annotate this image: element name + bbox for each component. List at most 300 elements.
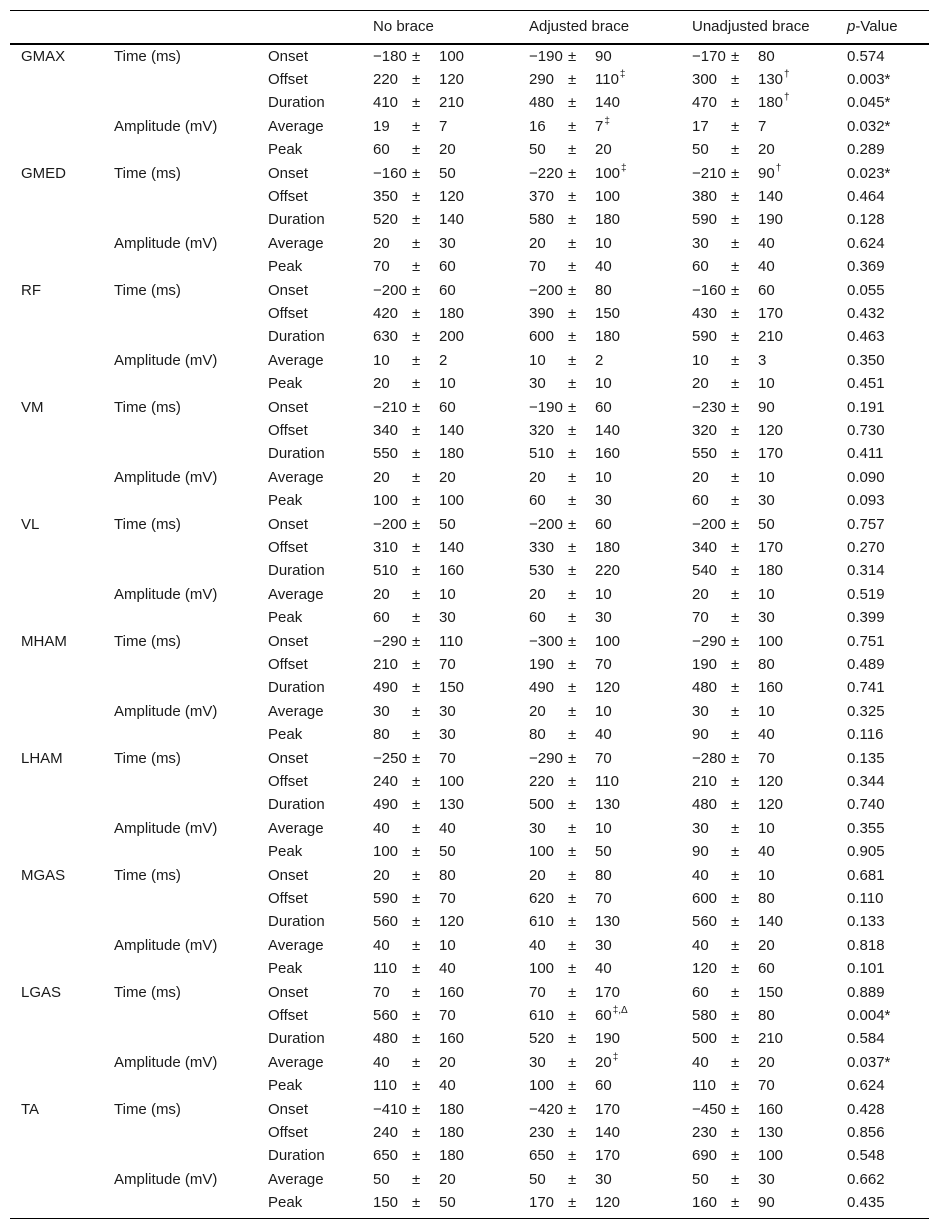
adjusted-brace-significance-mark: ‡ bbox=[604, 116, 610, 127]
measure-label: Onset bbox=[268, 165, 309, 182]
table-row bbox=[0, 1191, 939, 1214]
measure-label: Onset bbox=[268, 984, 309, 1001]
adjusted-brace-pm-sign: ± bbox=[568, 48, 577, 65]
adjusted-brace-pm-sign: ± bbox=[568, 305, 577, 322]
measure-label: Duration bbox=[268, 328, 325, 345]
no-brace-sd-value: 50 bbox=[439, 165, 456, 182]
unadjusted-brace-pm-sign: ± bbox=[731, 984, 740, 1001]
unadjusted-brace-pm-sign: ± bbox=[731, 165, 740, 182]
unadjusted-brace-pm-sign: ± bbox=[731, 726, 740, 743]
p-value: 0.411 bbox=[847, 445, 884, 462]
unadjusted-brace-sd-value: 170 bbox=[758, 445, 784, 462]
unadjusted-brace-sd bbox=[758, 91, 790, 114]
muscle-label: LHAM bbox=[21, 750, 63, 767]
no-brace-mean: 340 bbox=[373, 422, 399, 439]
no-brace-sd bbox=[439, 583, 456, 606]
unadjusted-brace-sd bbox=[758, 419, 783, 442]
no-brace-mean: 20 bbox=[373, 375, 390, 392]
unadjusted-brace-sd bbox=[758, 162, 781, 185]
p-value: 0.399 bbox=[847, 609, 885, 626]
no-brace-pm-sign: ± bbox=[412, 282, 421, 299]
no-brace-sd-value: 30 bbox=[439, 703, 456, 720]
no-brace-pm-sign: ± bbox=[412, 1171, 421, 1188]
adjusted-brace-sd-value: 30 bbox=[595, 937, 612, 954]
unadjusted-brace-mean: 500 bbox=[692, 1030, 718, 1047]
no-brace-mean: 240 bbox=[373, 773, 399, 790]
unadjusted-brace-sd bbox=[758, 232, 775, 255]
measure-label: Offset bbox=[268, 890, 308, 907]
adjusted-brace-mean: 16 bbox=[529, 118, 546, 135]
adjusted-brace-pm-sign: ± bbox=[568, 375, 577, 392]
unadjusted-brace-sd bbox=[758, 653, 775, 676]
no-brace-mean: 310 bbox=[373, 539, 399, 556]
table-row bbox=[0, 793, 939, 816]
adjusted-brace-sd-value: 60 bbox=[595, 516, 612, 533]
measure-label: Duration bbox=[268, 796, 325, 813]
p-value: 0.350 bbox=[847, 352, 885, 369]
adjusted-brace-significance-mark: ‡ bbox=[612, 1052, 619, 1063]
p-value: 0.574 bbox=[847, 48, 885, 65]
adjusted-brace-sd bbox=[595, 1121, 620, 1144]
no-brace-mean: 350 bbox=[373, 188, 399, 205]
no-brace-sd bbox=[439, 700, 456, 723]
no-brace-mean: −250 bbox=[373, 750, 407, 767]
unadjusted-brace-pm-sign: ± bbox=[731, 796, 740, 813]
unadjusted-brace-sd-value: 140 bbox=[758, 913, 784, 930]
p-value: 0.116 bbox=[847, 726, 884, 743]
unadjusted-brace-mean: 17 bbox=[692, 118, 709, 135]
unadjusted-brace-sd-value: 50 bbox=[758, 516, 775, 533]
muscle-label: TA bbox=[21, 1101, 40, 1118]
adjusted-brace-pm-sign: ± bbox=[568, 937, 577, 954]
adjusted-brace-mean: 40 bbox=[529, 937, 546, 954]
table-row bbox=[0, 255, 939, 278]
p-value: 0.751 bbox=[847, 633, 885, 650]
adjusted-brace-sd-value: 10 bbox=[595, 235, 612, 252]
adjusted-brace-sd-value: 130 bbox=[595, 913, 621, 930]
adjusted-brace-pm-sign: ± bbox=[568, 282, 577, 299]
p-value: 0.519 bbox=[847, 586, 885, 603]
adjusted-brace-pm-sign: ± bbox=[568, 726, 577, 743]
measure-label: Duration bbox=[268, 1147, 325, 1164]
adjusted-brace-sd-value: 170 bbox=[595, 1147, 621, 1164]
unadjusted-brace-mean: 230 bbox=[692, 1124, 718, 1141]
category-label: Amplitude (mV) bbox=[114, 118, 218, 135]
unadjusted-brace-pm-sign: ± bbox=[731, 94, 740, 111]
unadjusted-brace-mean: 480 bbox=[692, 679, 718, 696]
p-value: 0.662 bbox=[847, 1171, 885, 1188]
unadjusted-brace-sd bbox=[758, 255, 775, 278]
adjusted-brace-mean: 650 bbox=[529, 1147, 555, 1164]
no-brace-sd-value: 30 bbox=[439, 726, 456, 743]
p-value: 0.344 bbox=[847, 773, 885, 790]
no-brace-mean: 60 bbox=[373, 609, 390, 626]
measure-label: Duration bbox=[268, 94, 325, 111]
adjusted-brace-sd-value: 100 bbox=[595, 165, 621, 182]
unadjusted-brace-pm-sign: ± bbox=[731, 328, 740, 345]
unadjusted-brace-mean: 690 bbox=[692, 1147, 718, 1164]
unadjusted-brace-sd-value: 120 bbox=[758, 773, 784, 790]
unadjusted-brace-mean: 190 bbox=[692, 656, 718, 673]
adjusted-brace-pm-sign: ± bbox=[568, 422, 577, 439]
no-brace-sd bbox=[439, 723, 456, 746]
no-brace-pm-sign: ± bbox=[412, 445, 421, 462]
no-brace-sd bbox=[439, 817, 456, 840]
unadjusted-brace-pm-sign: ± bbox=[731, 258, 740, 275]
measure-label: Peak bbox=[268, 492, 303, 509]
unadjusted-brace-pm-sign: ± bbox=[731, 773, 740, 790]
no-brace-pm-sign: ± bbox=[412, 94, 421, 111]
adjusted-brace-sd bbox=[595, 957, 612, 980]
measure-label: Average bbox=[268, 820, 324, 837]
measure-label: Offset bbox=[268, 305, 308, 322]
unadjusted-brace-sd bbox=[758, 1074, 775, 1097]
no-brace-mean: 10 bbox=[373, 352, 390, 369]
measure-label: Offset bbox=[268, 71, 308, 88]
unadjusted-brace-sd bbox=[758, 770, 783, 793]
measure-label: Duration bbox=[268, 445, 325, 462]
measure-label: Peak bbox=[268, 1194, 303, 1211]
table-row bbox=[0, 372, 939, 395]
unadjusted-brace-sd bbox=[758, 1098, 783, 1121]
no-brace-pm-sign: ± bbox=[412, 235, 421, 252]
adjusted-brace-mean: 530 bbox=[529, 562, 555, 579]
adjusted-brace-sd bbox=[595, 419, 620, 442]
adjusted-brace-mean: −200 bbox=[529, 516, 563, 533]
unadjusted-brace-mean: −290 bbox=[692, 633, 726, 650]
no-brace-sd-value: 180 bbox=[439, 1101, 465, 1118]
p-value: 0.090 bbox=[847, 469, 885, 486]
p-value: 0.128 bbox=[847, 211, 885, 228]
adjusted-brace-significance-mark: ‡ bbox=[619, 69, 626, 80]
no-brace-mean: −200 bbox=[373, 516, 407, 533]
no-brace-sd-value: 2 bbox=[439, 352, 448, 369]
no-brace-sd-value: 140 bbox=[439, 211, 465, 228]
unadjusted-brace-sd-value: 190 bbox=[758, 211, 784, 228]
no-brace-sd bbox=[439, 1121, 464, 1144]
adjusted-brace-pm-sign: ± bbox=[568, 1124, 577, 1141]
unadjusted-brace-pm-sign: ± bbox=[731, 305, 740, 322]
unadjusted-brace-sd-value: 180 bbox=[758, 94, 784, 111]
adjusted-brace-pm-sign: ± bbox=[568, 820, 577, 837]
no-brace-pm-sign: ± bbox=[412, 796, 421, 813]
adjusted-brace-sd-value: 100 bbox=[595, 633, 621, 650]
table-row bbox=[0, 723, 939, 746]
adjusted-brace-mean: 30 bbox=[529, 375, 546, 392]
adjusted-brace-mean: 600 bbox=[529, 328, 555, 345]
unadjusted-brace-mean: 550 bbox=[692, 445, 718, 462]
measure-label: Average bbox=[268, 937, 324, 954]
no-brace-pm-sign: ± bbox=[412, 984, 421, 1001]
adjusted-brace-sd-value: 220 bbox=[595, 562, 621, 579]
no-brace-sd bbox=[439, 653, 456, 676]
no-brace-pm-sign: ± bbox=[412, 118, 421, 135]
table-row bbox=[0, 981, 939, 1004]
table-row bbox=[0, 1004, 939, 1027]
measure-label: Peak bbox=[268, 843, 303, 860]
no-brace-mean: 20 bbox=[373, 867, 390, 884]
adjusted-brace-sd-value: 30 bbox=[595, 1171, 612, 1188]
adjusted-brace-sd bbox=[595, 1051, 618, 1074]
unadjusted-brace-sd bbox=[758, 981, 783, 1004]
adjusted-brace-pm-sign: ± bbox=[568, 773, 577, 790]
measure-label: Duration bbox=[268, 562, 325, 579]
no-brace-sd bbox=[439, 115, 447, 138]
unadjusted-brace-sd-value: 100 bbox=[758, 633, 784, 650]
no-brace-sd-value: 40 bbox=[439, 1077, 456, 1094]
unadjusted-brace-pm-sign: ± bbox=[731, 820, 740, 837]
unadjusted-brace-pm-sign: ± bbox=[731, 750, 740, 767]
unadjusted-brace-pm-sign: ± bbox=[731, 960, 740, 977]
table-row bbox=[0, 1027, 939, 1050]
table-row bbox=[0, 957, 939, 980]
p-value: 0.093 bbox=[847, 492, 885, 509]
unadjusted-brace-sd bbox=[758, 138, 775, 161]
adjusted-brace-sd bbox=[595, 115, 610, 138]
adjusted-brace-sd bbox=[595, 489, 612, 512]
unadjusted-brace-significance-mark: † bbox=[775, 163, 782, 174]
no-brace-sd bbox=[439, 793, 464, 816]
no-brace-mean: 510 bbox=[373, 562, 399, 579]
unadjusted-brace-sd-value: 120 bbox=[758, 422, 784, 439]
no-brace-pm-sign: ± bbox=[412, 165, 421, 182]
measure-label: Offset bbox=[268, 539, 308, 556]
adjusted-brace-pm-sign: ± bbox=[568, 94, 577, 111]
measure-label: Offset bbox=[268, 188, 308, 205]
no-brace-sd bbox=[439, 442, 464, 465]
adjusted-brace-mean: 390 bbox=[529, 305, 555, 322]
adjusted-brace-sd bbox=[595, 138, 612, 161]
table-row bbox=[0, 115, 939, 138]
unadjusted-brace-sd-value: 3 bbox=[758, 352, 767, 369]
measure-label: Peak bbox=[268, 960, 303, 977]
no-brace-sd-value: 70 bbox=[439, 750, 456, 767]
unadjusted-brace-mean: 340 bbox=[692, 539, 718, 556]
adjusted-brace-sd bbox=[595, 325, 620, 348]
adjusted-brace-sd bbox=[595, 91, 620, 114]
p-value: 0.432 bbox=[847, 305, 885, 322]
unadjusted-brace-mean: 590 bbox=[692, 328, 718, 345]
adjusted-brace-sd bbox=[595, 1004, 628, 1027]
table-row bbox=[0, 1098, 939, 1121]
no-brace-sd bbox=[439, 559, 464, 582]
adjusted-brace-mean: 60 bbox=[529, 609, 546, 626]
no-brace-sd-value: 100 bbox=[439, 492, 465, 509]
table-row bbox=[0, 513, 939, 536]
adjusted-brace-pm-sign: ± bbox=[568, 609, 577, 626]
no-brace-sd bbox=[439, 1098, 464, 1121]
adjusted-brace-sd-value: 140 bbox=[595, 422, 621, 439]
measure-label: Onset bbox=[268, 633, 309, 650]
no-brace-mean: 650 bbox=[373, 1147, 399, 1164]
adjusted-brace-sd bbox=[595, 162, 627, 185]
category-label: Time (ms) bbox=[114, 516, 181, 533]
header-p-value bbox=[847, 10, 898, 44]
no-brace-sd-value: 50 bbox=[439, 1194, 456, 1211]
muscle-label: RF bbox=[21, 282, 41, 299]
p-value: 0.818 bbox=[847, 937, 885, 954]
unadjusted-brace-sd-value: 210 bbox=[758, 328, 784, 345]
no-brace-pm-sign: ± bbox=[412, 609, 421, 626]
no-brace-sd bbox=[439, 232, 456, 255]
no-brace-sd bbox=[439, 981, 464, 1004]
no-brace-sd bbox=[439, 68, 464, 91]
no-brace-sd bbox=[439, 372, 456, 395]
adjusted-brace-pm-sign: ± bbox=[568, 328, 577, 345]
no-brace-mean: 560 bbox=[373, 1007, 399, 1024]
adjusted-brace-sd bbox=[595, 513, 612, 536]
unadjusted-brace-mean: 60 bbox=[692, 984, 709, 1001]
p-value: 0.101 bbox=[847, 960, 885, 977]
unadjusted-brace-sd-value: 10 bbox=[758, 586, 775, 603]
unadjusted-brace-sd bbox=[758, 1027, 783, 1050]
measure-label: Average bbox=[268, 352, 324, 369]
no-brace-sd-value: 120 bbox=[439, 71, 465, 88]
adjusted-brace-significance-mark: ‡,Δ bbox=[612, 1005, 628, 1016]
p-value: 0.741 bbox=[847, 679, 885, 696]
measure-label: Peak bbox=[268, 258, 303, 275]
category-label: Amplitude (mV) bbox=[114, 352, 218, 369]
adjusted-brace-pm-sign: ± bbox=[568, 399, 577, 416]
adjusted-brace-mean: 500 bbox=[529, 796, 555, 813]
no-brace-sd-value: 60 bbox=[439, 282, 456, 299]
adjusted-brace-sd bbox=[595, 1168, 612, 1191]
unadjusted-brace-sd bbox=[758, 45, 775, 68]
table-row bbox=[0, 302, 939, 325]
measure-label: Peak bbox=[268, 726, 303, 743]
unadjusted-brace-mean: −450 bbox=[692, 1101, 726, 1118]
unadjusted-brace-sd-value: 210 bbox=[758, 1030, 784, 1047]
adjusted-brace-sd-value: 170 bbox=[595, 984, 621, 1001]
no-brace-mean: −210 bbox=[373, 399, 407, 416]
unadjusted-brace-sd-value: 170 bbox=[758, 539, 784, 556]
no-brace-pm-sign: ± bbox=[412, 422, 421, 439]
adjusted-brace-mean: 20 bbox=[529, 867, 546, 884]
no-brace-pm-sign: ± bbox=[412, 1124, 421, 1141]
unadjusted-brace-pm-sign: ± bbox=[731, 399, 740, 416]
p-value: 0.055 bbox=[847, 282, 885, 299]
table-row bbox=[0, 910, 939, 933]
header-unadjusted-brace: Unadjusted brace bbox=[692, 18, 810, 35]
no-brace-mean: 30 bbox=[373, 703, 390, 720]
table-row bbox=[0, 1121, 939, 1144]
unadjusted-brace-sd-value: 160 bbox=[758, 1101, 784, 1118]
unadjusted-brace-pm-sign: ± bbox=[731, 562, 740, 579]
measure-label: Onset bbox=[268, 1101, 309, 1118]
no-brace-sd-value: 20 bbox=[439, 469, 456, 486]
no-brace-sd bbox=[439, 606, 456, 629]
no-brace-sd bbox=[439, 1168, 456, 1191]
unadjusted-brace-sd bbox=[758, 1004, 775, 1027]
adjusted-brace-sd bbox=[595, 606, 612, 629]
no-brace-sd bbox=[439, 676, 464, 699]
unadjusted-brace-sd bbox=[758, 489, 775, 512]
unadjusted-brace-mean: −230 bbox=[692, 399, 726, 416]
p-value: 0.003* bbox=[847, 71, 891, 88]
table-row bbox=[0, 279, 939, 302]
no-brace-sd bbox=[439, 349, 447, 372]
unadjusted-brace-pm-sign: ± bbox=[731, 211, 740, 228]
unadjusted-brace-mean: 40 bbox=[692, 867, 709, 884]
adjusted-brace-pm-sign: ± bbox=[568, 1101, 577, 1118]
unadjusted-brace-sd bbox=[758, 747, 775, 770]
adjusted-brace-sd bbox=[595, 747, 612, 770]
no-brace-pm-sign: ± bbox=[412, 1007, 421, 1024]
unadjusted-brace-pm-sign: ± bbox=[731, 679, 740, 696]
category-label: Time (ms) bbox=[114, 633, 181, 650]
unadjusted-brace-sd bbox=[758, 817, 775, 840]
unadjusted-brace-sd bbox=[758, 723, 775, 746]
no-brace-sd-value: 20 bbox=[439, 1054, 456, 1071]
unadjusted-brace-sd-value: 130 bbox=[758, 1124, 784, 1141]
unadjusted-brace-sd-value: 140 bbox=[758, 188, 784, 205]
table-row bbox=[0, 91, 939, 114]
no-brace-pm-sign: ± bbox=[412, 1101, 421, 1118]
adjusted-brace-pm-sign: ± bbox=[568, 445, 577, 462]
unadjusted-brace-sd-value: 130 bbox=[758, 71, 784, 88]
category-label: Time (ms) bbox=[114, 48, 181, 65]
no-brace-sd-value: 70 bbox=[439, 1007, 456, 1024]
no-brace-sd-value: 50 bbox=[439, 516, 456, 533]
muscle-label: MGAS bbox=[21, 867, 66, 884]
unadjusted-brace-sd-value: 30 bbox=[758, 1171, 775, 1188]
no-brace-mean: 100 bbox=[373, 843, 399, 860]
adjusted-brace-pm-sign: ± bbox=[568, 890, 577, 907]
unadjusted-brace-sd bbox=[758, 793, 783, 816]
adjusted-brace-sd-value: 180 bbox=[595, 539, 621, 556]
unadjusted-brace-sd-value: 80 bbox=[758, 48, 775, 65]
no-brace-mean: 70 bbox=[373, 258, 390, 275]
no-brace-mean: 630 bbox=[373, 328, 399, 345]
unadjusted-brace-sd bbox=[758, 302, 783, 325]
no-brace-pm-sign: ± bbox=[412, 773, 421, 790]
measure-label: Average bbox=[268, 586, 324, 603]
no-brace-sd-value: 70 bbox=[439, 890, 456, 907]
unadjusted-brace-sd bbox=[758, 1191, 775, 1214]
unadjusted-brace-pm-sign: ± bbox=[731, 867, 740, 884]
adjusted-brace-sd bbox=[595, 1144, 620, 1167]
no-brace-mean: 40 bbox=[373, 937, 390, 954]
header-no-brace: No brace bbox=[373, 18, 434, 35]
no-brace-pm-sign: ± bbox=[412, 843, 421, 860]
table-row bbox=[0, 419, 939, 442]
no-brace-sd bbox=[439, 957, 456, 980]
p-value: 0.451 bbox=[847, 375, 885, 392]
category-label: Amplitude (mV) bbox=[114, 586, 218, 603]
no-brace-pm-sign: ± bbox=[412, 726, 421, 743]
adjusted-brace-pm-sign: ± bbox=[568, 141, 577, 158]
adjusted-brace-mean: 10 bbox=[529, 352, 546, 369]
adjusted-brace-mean: 220 bbox=[529, 773, 555, 790]
adjusted-brace-sd bbox=[595, 372, 612, 395]
adjusted-brace-mean: 490 bbox=[529, 679, 555, 696]
muscle-label: LGAS bbox=[21, 984, 62, 1001]
unadjusted-brace-sd-value: 30 bbox=[758, 492, 775, 509]
p-value: 0.045* bbox=[847, 94, 891, 111]
adjusted-brace-mean: 60 bbox=[529, 492, 546, 509]
category-label: Time (ms) bbox=[114, 165, 181, 182]
measure-label: Onset bbox=[268, 516, 309, 533]
no-brace-sd bbox=[439, 466, 456, 489]
adjusted-brace-sd bbox=[595, 349, 603, 372]
adjusted-brace-pm-sign: ± bbox=[568, 71, 577, 88]
measure-label: Onset bbox=[268, 867, 309, 884]
no-brace-pm-sign: ± bbox=[412, 211, 421, 228]
no-brace-mean: 520 bbox=[373, 211, 399, 228]
no-brace-pm-sign: ± bbox=[412, 328, 421, 345]
measure-label: Average bbox=[268, 1054, 324, 1071]
adjusted-brace-sd bbox=[595, 723, 612, 746]
